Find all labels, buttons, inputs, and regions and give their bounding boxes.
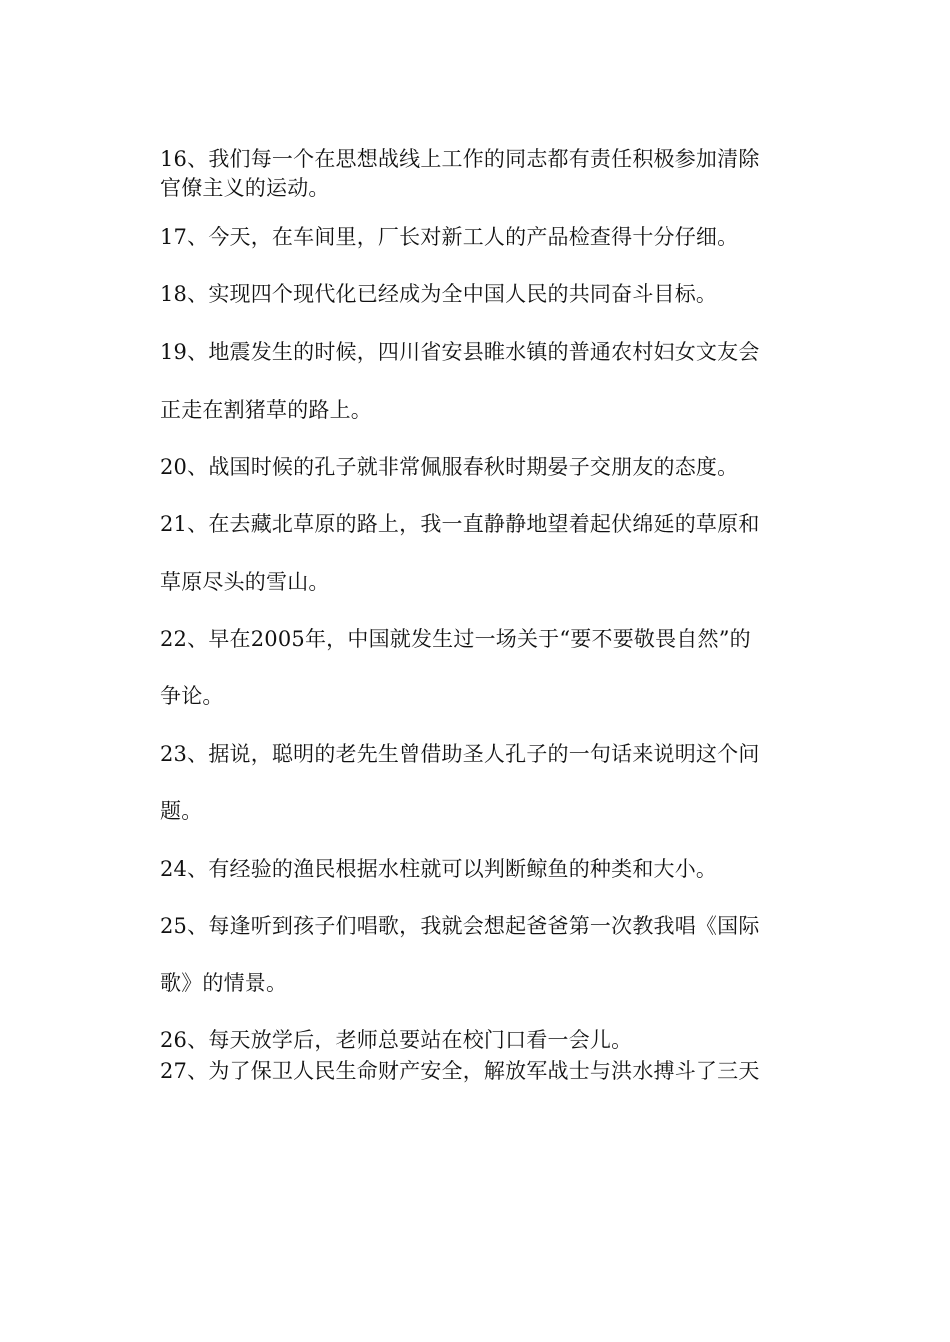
sentence-24: 24、有经验的渔民根据水柱就可以判断鲸鱼的种类和大小。	[160, 857, 718, 881]
sentence-25-line-1: 25、每逢听到孩子们唱歌，我就会想起爸爸第一次教我唱《国际	[160, 914, 760, 938]
sentence-19-line-2: 正走在割猪草的路上。	[160, 398, 372, 422]
sentence-20: 20、战国时候的孔子就非常佩服春秋时期晏子交朋友的态度。	[160, 455, 739, 479]
sentence-23-line-2: 题。	[160, 799, 203, 823]
sentence-17: 17、今天，在车间里，厂长对新工人的产品检查得十分仔细。	[160, 225, 739, 249]
sentence-16-line-2: 官僚主义的运动。	[160, 176, 330, 200]
sentence-23-line-1: 23、据说，聪明的老先生曾借助圣人孔子的一句话来说明这个问	[160, 742, 760, 766]
sentence-25-line-2: 歌》的情景。	[160, 971, 288, 995]
sentence-22-line-2: 争论。	[160, 684, 224, 708]
sentence-18: 18、实现四个现代化已经成为全中国人民的共同奋斗目标。	[160, 282, 718, 306]
sentence-19-line-1: 19、地震发生的时候，四川省安县睢水镇的普通农村妇女文友会	[160, 340, 760, 364]
sentence-21-line-1: 21、在去藏北草原的路上，我一直静静地望着起伏绵延的草原和	[160, 512, 760, 536]
sentence-26: 26、每天放学后，老师总要站在校门口看一会儿。	[160, 1028, 633, 1052]
sentence-27-line-1: 27、为了保卫人民生命财产安全，解放军战士与洪水搏斗了三天	[160, 1059, 760, 1083]
sentence-16-line-1: 16、我们每一个在思想战线上工作的同志都有责任积极参加清除	[160, 147, 760, 171]
sentence-21-line-2: 草原尽头的雪山。	[160, 570, 330, 594]
sentence-22-line-1: 22、早在2005年，中国就发生过一场关于“要不要敬畏自然”的	[160, 627, 751, 651]
